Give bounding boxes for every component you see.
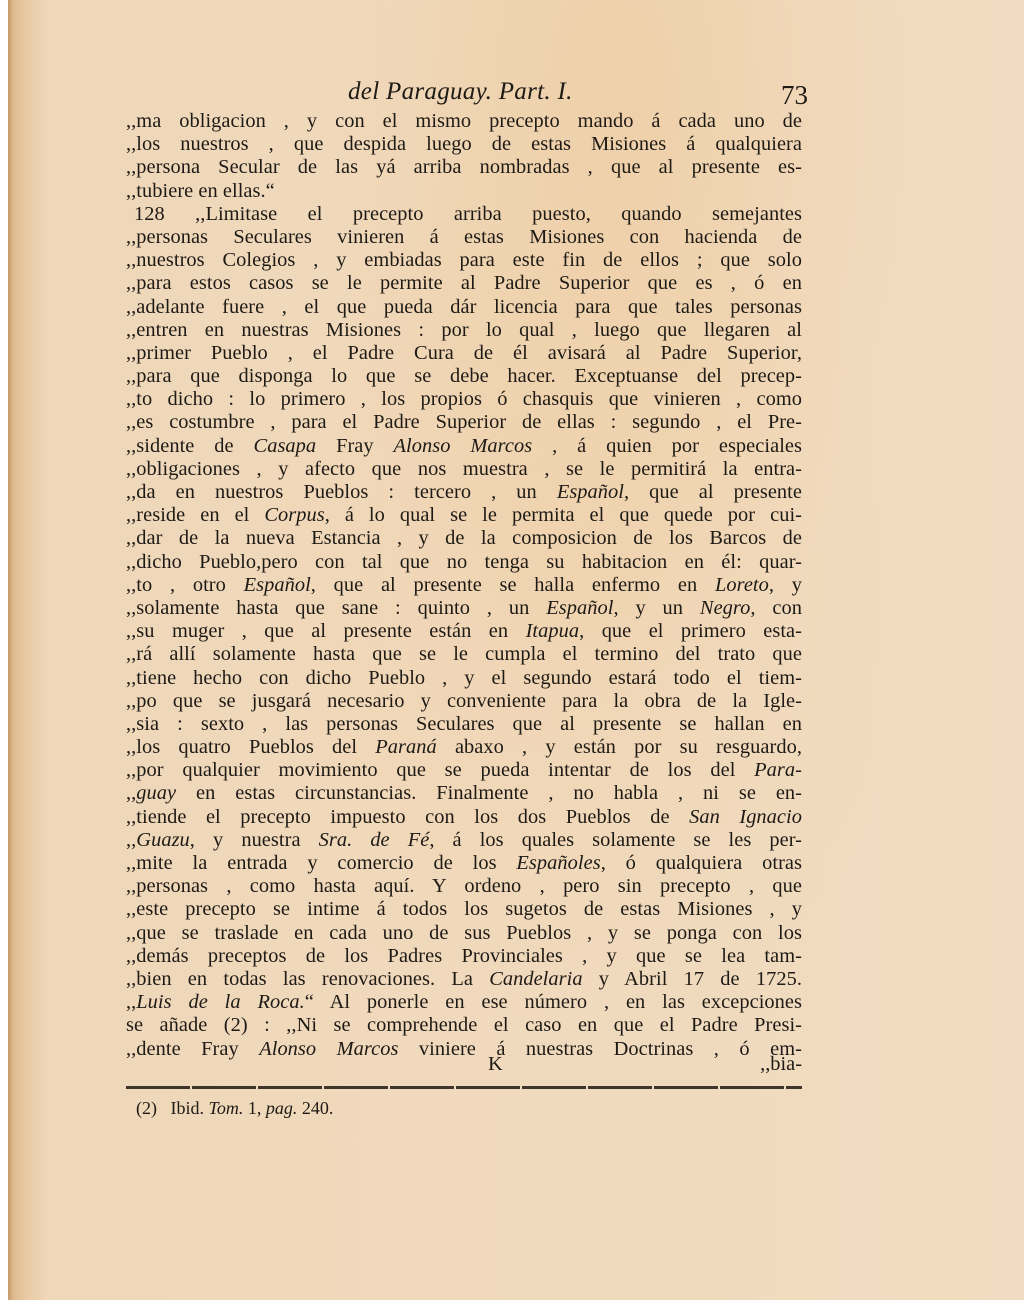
- footnote-pag: pag.: [265, 1098, 298, 1118]
- catchword: ,,bia-: [760, 1053, 802, 1075]
- text-run: en estas circunstancias. Finalmente , no habla , ni se en-: [176, 782, 802, 805]
- italic-text: Guazu: [136, 828, 190, 851]
- body-text: [126, 110, 802, 1061]
- text-line: [126, 574, 802, 597]
- text-line: [126, 133, 802, 156]
- text-run: , que al presente: [624, 481, 802, 503]
- text-run: ,,da en nuestros Pueblos : tercero , un: [126, 481, 557, 503]
- text-run: ,,rá allí solamente hasta que se le cumpla el termino del trato que: [126, 643, 802, 666]
- text-line: [126, 991, 802, 1014]
- text-line: [126, 643, 802, 666]
- text-run: ,,tiene hecho con dicho Pueblo , y el segundo estará todo el tiem-: [126, 666, 802, 689]
- italic-text: guay: [136, 782, 177, 805]
- text-line: [126, 620, 802, 643]
- italic-text: Loreto: [714, 573, 769, 596]
- text-line: [126, 411, 802, 434]
- book-page: [8, 0, 1024, 1300]
- text-line: [126, 365, 802, 388]
- text-run: ,,para estos casos se le permite al Padre Superior que es , ó en: [126, 272, 802, 295]
- text-line: [126, 110, 802, 133]
- italic-text: Alonso Marcos: [259, 1037, 399, 1060]
- italic-text: Luis de la Roca.: [136, 991, 305, 1014]
- italic-text: Español: [556, 481, 624, 503]
- text-run: ,,es costumbre , para el Padre Superior de ellas : segundo , el Pre-: [126, 411, 802, 434]
- page-number: 73: [781, 80, 808, 110]
- running-head: [348, 78, 808, 112]
- text-line: [126, 203, 802, 226]
- text-line: [126, 342, 802, 365]
- text-line: [126, 435, 802, 458]
- text-run: se añade (2) : ,,Ni se comprehende el caso en que el Padre Presi-: [126, 1014, 802, 1037]
- text-run: , y un: [613, 596, 700, 619]
- text-run: “ Al ponerle en ese número , en las excepciones: [304, 991, 802, 1014]
- text-run: ,,los nuestros , que despida luego de estas Misiones á qualquiera: [126, 133, 802, 156]
- text-line: [126, 481, 802, 504]
- text-run: ,,su muger , que al presente están en: [126, 620, 526, 643]
- text-run: ,,dicho Pueblo,pero con tal que no tenga su habitacion en él: quar-: [126, 550, 802, 573]
- italic-text: Casapa: [253, 434, 317, 457]
- text-run: ,,: [126, 782, 137, 805]
- text-run: ,,primer Pueblo , el Padre Cura de él avisará al Padre Superior,: [126, 341, 802, 364]
- italic-text: Para-: [754, 759, 802, 782]
- text-run: ,,los quatro Pueblos del: [126, 736, 376, 759]
- italic-text: Sra. de Fé: [318, 828, 430, 851]
- text-run: ,,to , otro: [126, 573, 244, 596]
- text-run: ,,que se traslade en cada uno de sus Pueblos , y se ponga con los: [126, 921, 802, 944]
- text-run: ,,persona Secular de las yá arriba nombradas , que al presente es-: [126, 156, 802, 179]
- text-line: [126, 296, 802, 319]
- italic-text: Español: [546, 596, 614, 619]
- footnote-volume: 1,: [247, 1098, 262, 1118]
- text-line: [126, 667, 802, 690]
- text-line: [126, 922, 802, 945]
- text-line: [126, 180, 802, 203]
- text-line: [126, 736, 802, 759]
- text-run: abaxo , y están por su resguardo,: [436, 736, 802, 759]
- text-run: , ó qualquiera otras: [600, 852, 802, 874]
- text-line: [126, 597, 802, 620]
- text-run: ,,entren en nuestras Misiones : por lo qual , luego que llegaren al: [126, 318, 802, 341]
- text-run: ,,mite la entrada y comercio de los: [126, 852, 517, 874]
- text-run: ,,dente Fray: [126, 1037, 260, 1060]
- text-run: , á quien por especiales: [532, 434, 802, 457]
- text-line: [126, 782, 802, 805]
- text-line: [126, 156, 802, 179]
- italic-text: Alonso Marcos: [393, 434, 533, 457]
- footnote-rule: [126, 1086, 802, 1089]
- text-line: [126, 690, 802, 713]
- text-line: [126, 226, 802, 249]
- text-run: ,,adelante fuere , el que pueda dár licencia para que tales personas: [126, 295, 802, 318]
- text-line: [126, 968, 802, 991]
- text-line: [126, 458, 802, 481]
- text-run: , que el primero esta-: [579, 620, 802, 643]
- italic-text: San Ignacio: [689, 805, 802, 828]
- text-line: [126, 551, 802, 574]
- text-run: ,,dar de la nueva Estancia , y de la composicion de los Barcos de: [126, 527, 802, 550]
- text-line: [126, 898, 802, 921]
- signature-mark: K: [488, 1053, 503, 1075]
- text-line: [126, 272, 802, 295]
- text-run: , y: [768, 573, 802, 596]
- text-run: Fray: [316, 434, 394, 457]
- text-run: ,,to dicho : lo primero , los propios ó chasquis que vinieren , como: [126, 388, 802, 411]
- italic-text: Itapua: [525, 620, 580, 643]
- text-run: ,,bien en todas las renovaciones. La: [126, 967, 490, 990]
- text-line: [126, 852, 802, 875]
- text-line: [126, 713, 802, 736]
- text-run: 128 ,,Limitase el precepto arriba puesto, quando semejantes: [134, 202, 802, 225]
- text-run: , y nuestra: [189, 828, 319, 851]
- running-title: del Paraguay. Part. I.: [348, 78, 573, 105]
- italic-text: Negro: [699, 596, 751, 619]
- text-run: ,,obligaciones , y afecto que nos muestra , se le permitirá la entra-: [126, 457, 802, 480]
- text-run: ,,por qualquier movimiento que se pueda intentar de los del: [126, 759, 755, 782]
- text-run: ,,este precepto se intime á todos los sugetos de estas Misiones , y: [126, 898, 802, 921]
- text-run: ,,sidente de: [126, 434, 254, 457]
- text-line: [126, 829, 802, 852]
- text-line: [126, 504, 802, 527]
- text-run: , á lo qual se le permita el que quede por cui-: [324, 504, 802, 527]
- footnote-tom: Tom.: [208, 1098, 244, 1118]
- footnote-marker: (2): [136, 1098, 157, 1118]
- text-run: ,,tiende el precepto impuesto con los dos Pueblos de: [126, 805, 690, 828]
- text-run: ,,sia : sexto , las personas Seculares que al presente se hallan en: [126, 712, 802, 735]
- italic-text: Candelaria: [489, 967, 583, 990]
- text-run: ,,: [126, 828, 137, 851]
- footnote-ibid: Ibid.: [170, 1098, 204, 1118]
- text-run: ,,po que se jusgará necesario y conveniente para la obra de la Igle-: [126, 689, 802, 712]
- italic-text: Paraná: [375, 736, 437, 759]
- text-run: viniere á nuestras Doctrinas , ó em-: [398, 1037, 802, 1060]
- text-line: [126, 806, 802, 829]
- signature-line: [126, 1052, 802, 1076]
- text-line: [126, 249, 802, 272]
- text-run: ,,demás preceptos de los Padres Provinciales , y que se lea tam-: [126, 944, 802, 967]
- text-run: , que al presente se halla enfermo en: [310, 573, 715, 596]
- text-run: ,,solamente hasta que sane : quinto , un: [126, 596, 547, 619]
- text-run: ,,nuestros Colegios , y embiadas para este fin de ellos ; que solo: [126, 249, 802, 272]
- italic-text: Corpus: [264, 504, 325, 527]
- text-run: ,,tubiere en ellas.“: [126, 179, 275, 202]
- text-run: ,,personas , como hasta aquí. Y ordeno , pero sin precepto , que: [126, 875, 802, 898]
- text-run: y Abril 17 de 1725.: [582, 967, 802, 990]
- text-run: , con: [750, 596, 803, 619]
- footnote: [136, 1096, 333, 1120]
- text-line: [126, 1014, 802, 1037]
- text-line: [126, 759, 802, 782]
- text-line: [126, 945, 802, 968]
- text-line: [126, 319, 802, 342]
- footnote-page: 240.: [301, 1098, 334, 1118]
- text-run: , á los quales solamente se les per-: [429, 828, 803, 851]
- italic-text: Español: [243, 573, 311, 596]
- italic-text: Españoles: [516, 852, 601, 874]
- text-run: ,,personas Seculares vinieren á estas Misiones con hacienda de: [126, 225, 802, 248]
- text-run: ,,para que disponga lo que se debe hacer. Exceptuanse del precep-: [126, 365, 802, 388]
- text-line: [126, 527, 802, 550]
- text-line: [126, 875, 802, 898]
- text-line: [126, 388, 802, 411]
- text-run: ,,ma obligacion , y con el mismo precepto mando á cada uno de: [126, 110, 802, 132]
- text-run: ,,reside en el: [126, 504, 265, 527]
- text-run: ,,: [126, 991, 137, 1014]
